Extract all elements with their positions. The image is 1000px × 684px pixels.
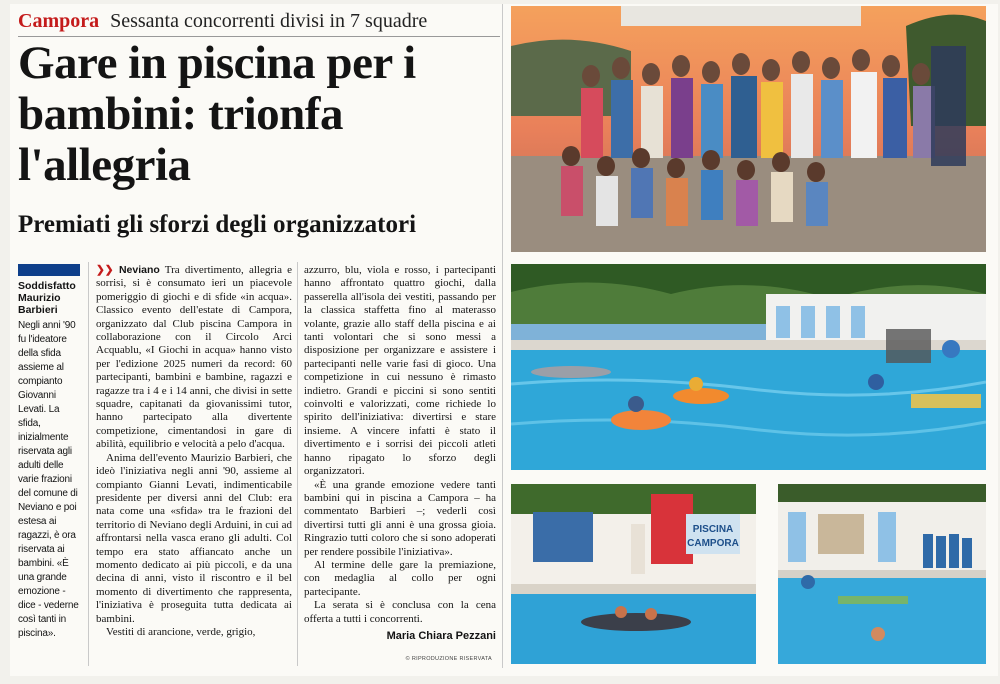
column-divider [88, 262, 89, 666]
column-divider [297, 262, 298, 666]
article-paragraph: Vestiti di arancione, verde, grigio, [106, 625, 256, 638]
column-divider [502, 4, 503, 668]
article-paragraph: Anima dell'evento Maurizio Barbieri, che ideò l'iniziativa negli anni '90, assieme al compianto Gianni Levati, indimenticabile presidente per diversi anni del Club: era nata come una «sfida» tra le frazioni del territorio di Neviano degli Arduini, in cui ad affrontarsi nella vasca erano gli adulti. Col tempo era stato affiancato anche un momento dedicato ai più piccoli, e da una decina di anni, visto il riscontro e il bel momento di divertimento che rappresenta, l'iniziativa è proseguita tutta dedicata ai bambini. [96, 451, 292, 625]
photo-pool-sign [511, 484, 756, 664]
article-column-1 [96, 264, 292, 639]
article-paragraph [96, 264, 292, 452]
headline: Gare in piscina per i bambini: trionfa l'allegria [18, 37, 416, 191]
lead-location: Neviano [118, 264, 160, 276]
article-column-2 [304, 264, 496, 643]
article-text: Tra divertimento, allegria e sorrisi, si è consumato ieri un piacevole pomeriggio di giochi e di sfide «in acqua». Classico evento dell'estate di Campora, organizzato dal Club piscina Campora in collaborazione con il Circolo Arci Acquablu, «I Giochi in acqua» hanno visto per l'edizione 2025 numeri da record: 60 partecipanti, bambini e bambine, ragazzi e ragazze tra i 4 e i 14 anni, che divisi in sette squadre, capitanati da giovanissimi tutor, hanno partecipato alla divertente competizione, cimentandosi in gare di abilità, equilibrio e velocità a pelo d'acqua. [96, 264, 293, 451]
article-paragraph: azzurro, blu, viola e rosso, i partecipanti hanno affrontato quattro giochi, dalla passerella all'isola dei vestiti, passando per la classica staffetta fino al materasso volante, grazie allo staff della piscina e ai tanti volontari che si sono messi a disposizione per organizzare e assistere i partecipanti nelle varie fasi di gioco. Una competizione in cui nessuno è rimasto indietro. Grandi e piccini si sono sentiti coinvolti e valorizzati, come richiede lo spirito dell'iniziativa: divertirsi e stare insieme. A vincere infatti è stato il divertimento e i sorrisi dei piccoli atleti hanno ripagato lo sforzo degli organizzatori. [304, 264, 496, 478]
lead-dateline [96, 264, 160, 276]
pool-sign-line-1: PISCINA [692, 524, 734, 535]
article-paragraph: La serata si è conclusa con la cena offerta a tutti i concorrenti. [304, 599, 496, 625]
sidebar-box [18, 264, 82, 641]
photo-pool-side [778, 484, 986, 664]
article-paragraph: «È una grande emozione vedere tanti bambini qui in piscina a Campora – ha commentato Barbieri –; vederli così divertirsi tutti gli anni è una grossa gioia. Ringrazio tutti coloro che si sono adoperati per rendere possibile l'iniziativa». [304, 478, 496, 558]
pool-sign-line-2: CAMPORA [687, 538, 739, 549]
sidebar-color-bar [18, 264, 80, 276]
subheadline: Premiati gli sforzi degli organizzatori [18, 211, 417, 238]
kicker-text: Sessanta concorrenti divisi in 7 squadre [110, 10, 428, 32]
kicker-place: Campora [18, 10, 100, 32]
sidebar-body: Negli anni '90 fu l'ideatore della sfida assieme al compianto Giovanni Levati. La sfida, inizialmente riservata agli adulti delle varie frazioni del comune di Neviano e poi estesa ai ragazzi, è ora riservata ai bambini. «È una grande emozione - dice - vederne così tanti in piscina». [18, 320, 79, 639]
photo-group-sunset [511, 6, 986, 252]
photo-pool-games [511, 264, 986, 470]
sidebar-title: Soddisfatto Maurizio Barbieri [18, 280, 76, 316]
byline: Maria Chiara Pezzani [386, 629, 496, 642]
kicker [18, 10, 427, 33]
reproduction-note: © RIPRODUZIONE RISERVATA [405, 656, 492, 662]
article-paragraph: Al termine delle gare la premiazione, con medaglia al collo per ogni partecipante. [304, 558, 496, 598]
lead-marker-icon: ❯❯ [96, 264, 114, 276]
